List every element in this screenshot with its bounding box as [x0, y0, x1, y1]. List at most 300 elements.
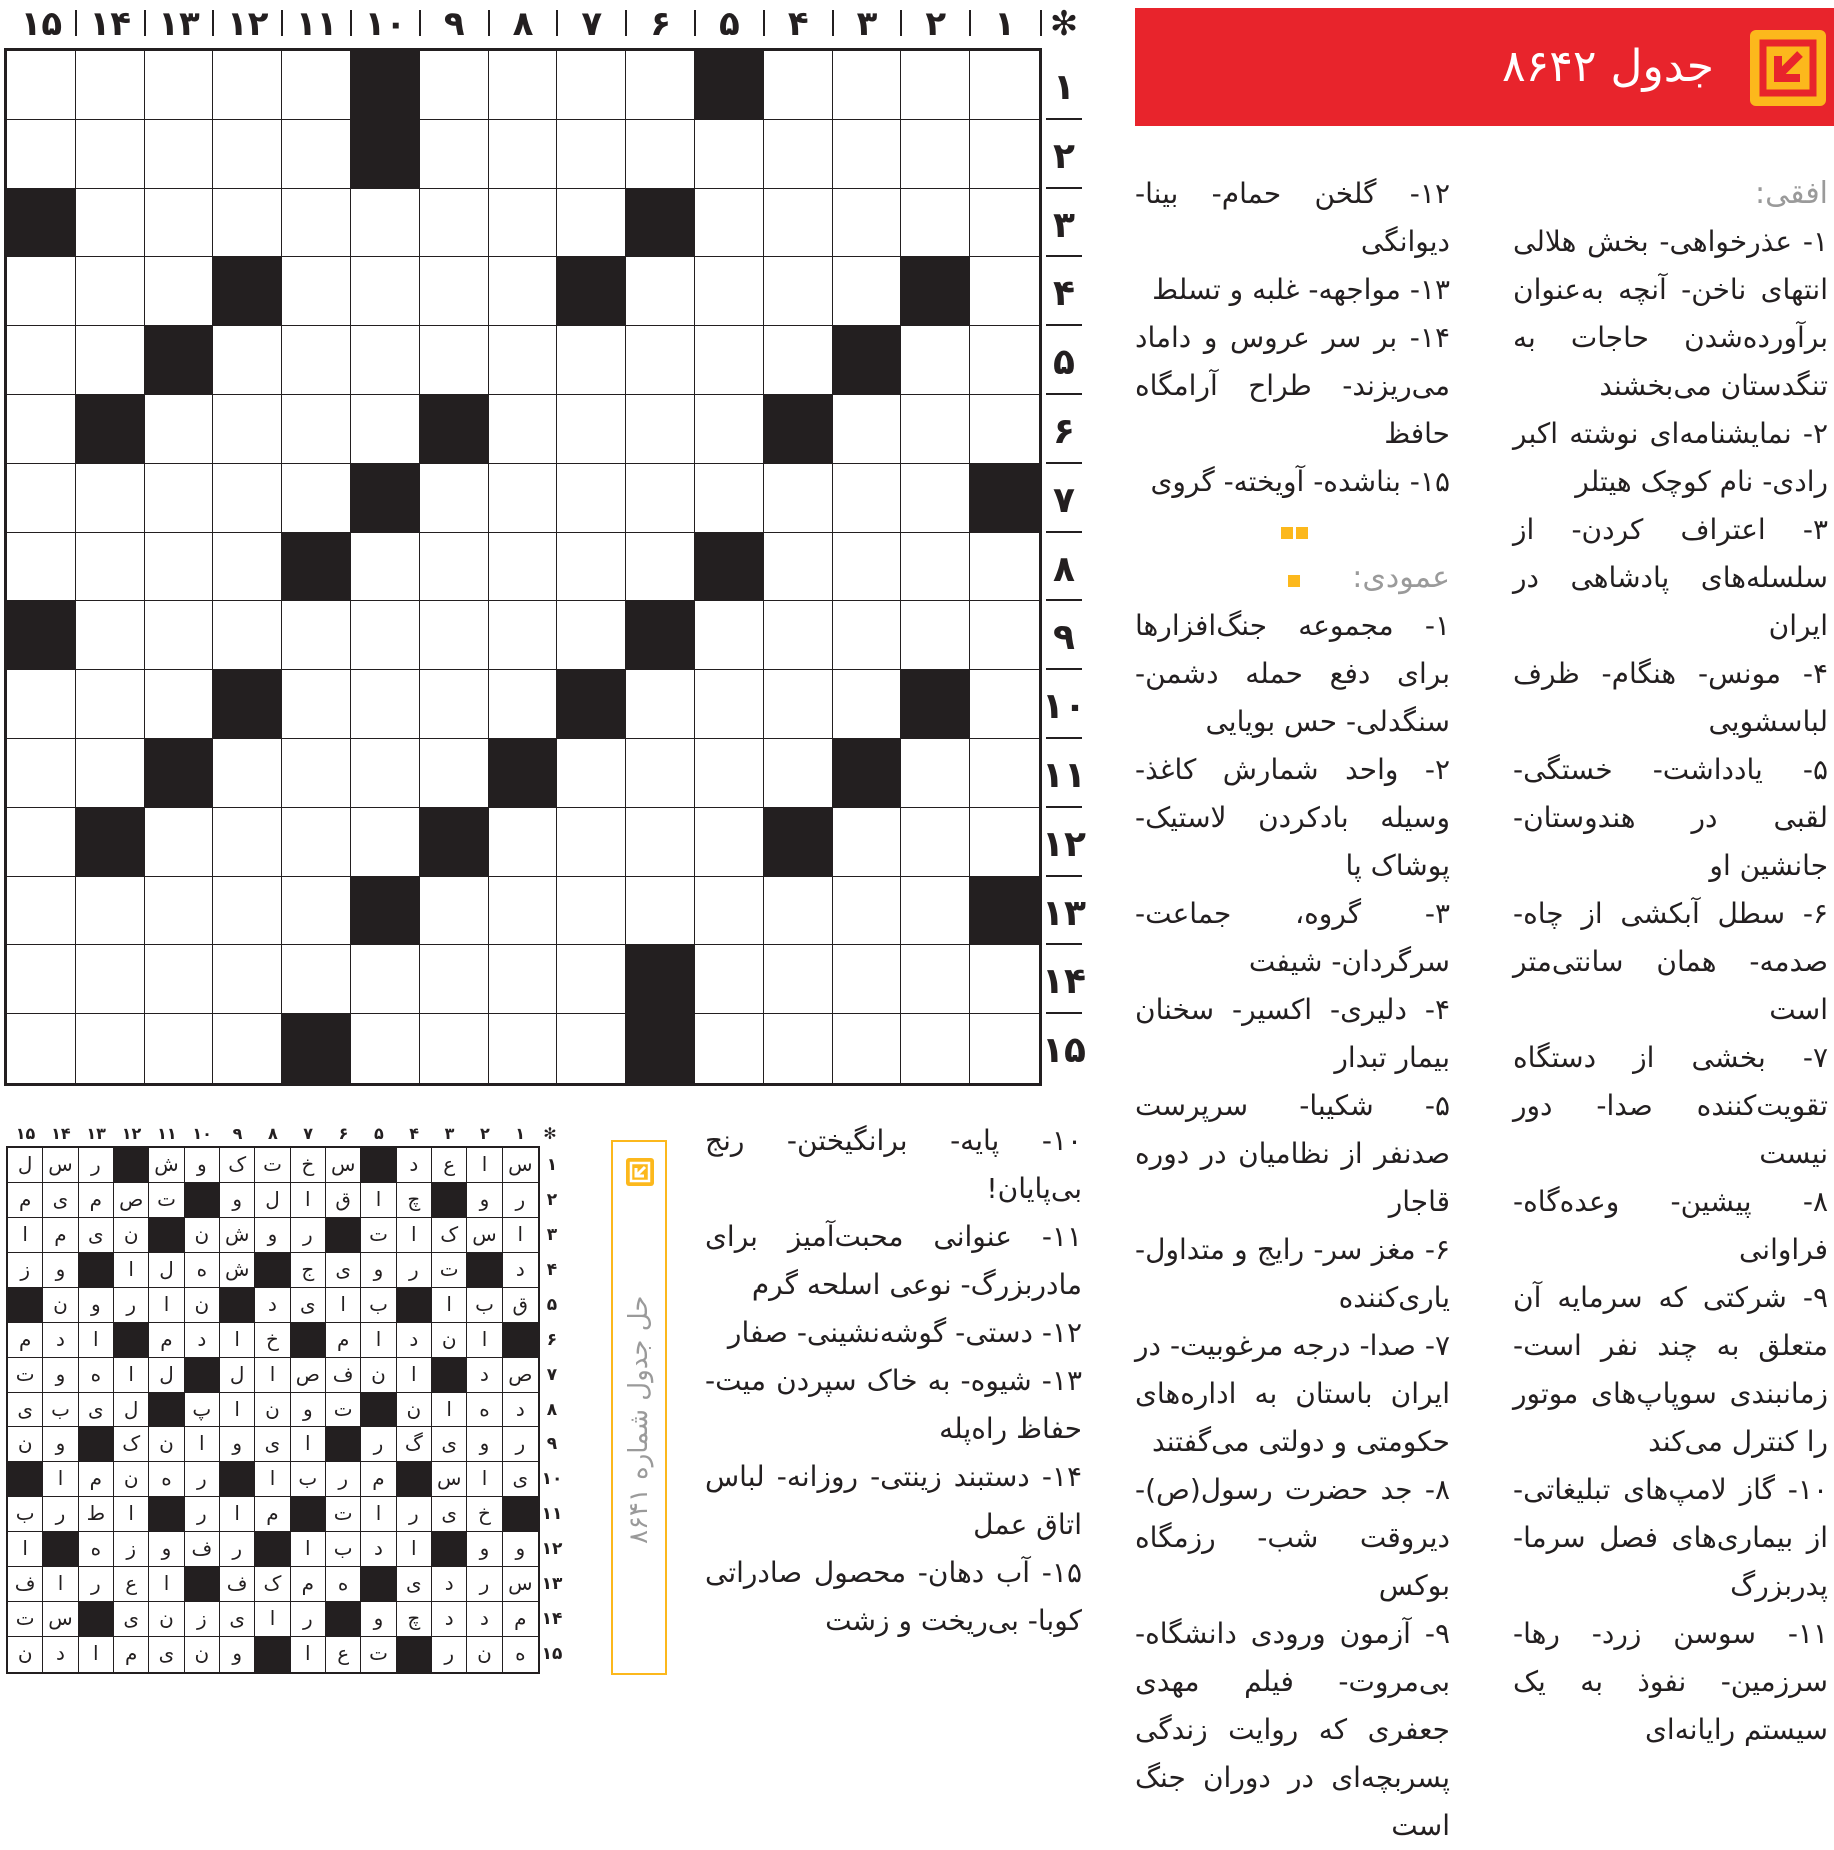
row-divider	[1046, 737, 1082, 739]
solution-cell: ب	[326, 1532, 361, 1567]
grid-cell	[213, 464, 282, 533]
solution-cell: و	[43, 1358, 78, 1393]
solution-column-number: ۲	[479, 1124, 490, 1143]
solution-cell: ن	[114, 1462, 149, 1497]
black-cell	[7, 189, 76, 258]
grid-cell	[901, 464, 970, 533]
solution-cell: ه	[326, 1567, 361, 1602]
solution-cell: ت	[8, 1358, 43, 1393]
grid-cell	[489, 601, 558, 670]
black-cell	[76, 395, 145, 464]
grid-cell	[833, 533, 902, 602]
grid-cell	[7, 533, 76, 602]
grid-cell	[7, 808, 76, 877]
solution-black-cell	[432, 1183, 467, 1218]
solution-column-number: ۳	[444, 1124, 455, 1143]
solution-cell: ا	[114, 1253, 149, 1288]
solution-column-number: ۷	[303, 1124, 314, 1143]
solution-cell: د	[432, 1602, 467, 1637]
solution-black-cell	[43, 1532, 78, 1567]
solution-cell: ا	[8, 1532, 43, 1567]
grid-cell	[420, 464, 489, 533]
solution-cell: ت	[8, 1602, 43, 1637]
solution-row-number: ۷	[546, 1364, 558, 1385]
solution-cell: ا	[467, 1462, 502, 1497]
solution-column-number: ۱۲	[121, 1124, 142, 1143]
grid-cell	[695, 877, 764, 946]
grid-cell	[970, 1014, 1039, 1083]
grid-cell	[695, 670, 764, 739]
dot	[1281, 527, 1293, 539]
black-cell	[557, 257, 626, 326]
clue: ۱۳- مواجهه- غلبه و تسلط	[1152, 273, 1450, 306]
clue: ۳- اعتراف کردن- از سلسله‌های پادشاهی در ایران	[1513, 513, 1828, 642]
clue-column-1	[1513, 170, 1828, 1754]
grid-cell	[695, 739, 764, 808]
solution-black-cell	[326, 1427, 361, 1462]
black-cell	[695, 533, 764, 602]
grid-cell	[282, 739, 351, 808]
solution-cell: ت	[361, 1637, 396, 1672]
grid-cell	[901, 601, 970, 670]
solution-cell: م	[43, 1218, 78, 1253]
solution-black-cell	[503, 1323, 538, 1358]
grid-cell	[489, 326, 558, 395]
solution-cell: س	[43, 1602, 78, 1637]
solution-cell: ت	[361, 1218, 396, 1253]
solution-row-number: ۱۳	[541, 1574, 563, 1595]
grid-cell	[626, 120, 695, 189]
solution-cell: ا	[220, 1323, 255, 1358]
solution-cell: ه	[515, 1641, 526, 1666]
clue: ۹- شرکتی که سرمایه آن متعلق به چند نفر است- زمانبندی سوپاپ‌های موتور را کنترل می‌کند	[1513, 1281, 1828, 1458]
solution-row-number: ۲	[546, 1189, 558, 1210]
solution-cell: ن	[149, 1602, 184, 1637]
grid-cell	[420, 1014, 489, 1083]
solution-cell: ف	[8, 1567, 43, 1602]
row-number: ۳	[1053, 204, 1075, 246]
solution-cell: م	[149, 1323, 184, 1358]
grid-cell	[489, 464, 558, 533]
black-cell	[420, 395, 489, 464]
solution-cell: ق	[326, 1183, 361, 1218]
solution-column-number: ۴	[409, 1124, 420, 1143]
solution-cell: ل	[149, 1358, 184, 1393]
grid-cell	[833, 257, 902, 326]
grid-cell	[489, 808, 558, 877]
grid-cell	[626, 808, 695, 877]
solution-row-number: ۱۵	[541, 1644, 563, 1665]
solution-cell: ر	[185, 1462, 220, 1497]
grid-cell	[557, 51, 626, 120]
clue: ۲- نمایشنامه‌ای نوشته اکبر رادی- نام کوچک هیتلر	[1513, 417, 1828, 498]
grid-cell	[901, 120, 970, 189]
grid-cell	[489, 120, 558, 189]
solution-cell: و	[43, 1427, 78, 1462]
solution-column-number: ۱	[515, 1124, 526, 1143]
black-cell	[351, 877, 420, 946]
solution-cell: ا	[432, 1288, 467, 1323]
grid-cell	[489, 945, 558, 1014]
solution-cell: م	[8, 1323, 43, 1358]
black-cell	[351, 51, 420, 120]
grid-cell	[764, 601, 833, 670]
grid-cell	[489, 395, 558, 464]
solution-black-cell	[361, 1567, 396, 1602]
column-number: ۶	[650, 4, 671, 44]
grid-cell	[833, 808, 902, 877]
solution-cell: ک	[432, 1218, 467, 1253]
grid-cell	[76, 257, 145, 326]
solution-column-number: ۱۱	[157, 1124, 177, 1143]
solution-cell: د	[43, 1323, 78, 1358]
solution-cell: ن	[149, 1427, 184, 1462]
solution-cell: ن	[185, 1218, 220, 1253]
arrow-down-left-icon	[626, 1158, 654, 1186]
solution-cell: ن	[467, 1637, 502, 1672]
grid-cell	[695, 257, 764, 326]
solution-cell: د	[255, 1288, 290, 1323]
grid-cell	[901, 189, 970, 258]
row-number: ۱۰	[1042, 686, 1086, 728]
grid-cell	[145, 877, 214, 946]
solution-cell: ا	[43, 1462, 78, 1497]
grid-cell	[833, 670, 902, 739]
grid-cell	[282, 326, 351, 395]
solution-cell: ز	[8, 1253, 43, 1288]
solution-column-number: ۹	[232, 1124, 243, 1143]
grid-cell	[695, 120, 764, 189]
solution-black-cell	[467, 1253, 502, 1288]
solution-cell: ر	[291, 1602, 326, 1637]
black-cell	[833, 739, 902, 808]
solution-cell: و	[361, 1253, 396, 1288]
solution-row-number: ۵	[546, 1294, 558, 1315]
row-divider	[1046, 1012, 1082, 1014]
grid-cell	[7, 257, 76, 326]
grid-cell	[970, 189, 1039, 258]
solution-cell: ی	[432, 1427, 467, 1462]
solution-cell: خ	[255, 1323, 290, 1358]
grid-cell	[833, 601, 902, 670]
solution-cell: م	[326, 1323, 361, 1358]
clue: ۱۴- بر سر عروس و داماد می‌ریزند- طراح آرامگاه حافظ	[1135, 321, 1450, 450]
grid-cell	[7, 464, 76, 533]
grid-cell	[489, 877, 558, 946]
solution-cell: ی	[149, 1637, 184, 1672]
solution-black-cell	[8, 1462, 43, 1497]
solution-cell: م	[114, 1637, 149, 1672]
grid-cell	[901, 395, 970, 464]
solution-cell: ا	[149, 1567, 184, 1602]
solution-cell: د	[432, 1567, 467, 1602]
solution-cell: ل	[8, 1148, 43, 1183]
grid-cell	[213, 601, 282, 670]
row-number: ۱۱	[1042, 755, 1086, 796]
row-number: ۴	[1053, 273, 1075, 315]
solution-row-number: ۸	[546, 1399, 558, 1420]
solution-black-cell	[255, 1532, 290, 1567]
grid-cell	[282, 670, 351, 739]
row-divider	[1046, 531, 1082, 533]
clue: ۱۴- دستبند زینتی- روزانه- لباس اتاق عمل	[705, 1460, 1082, 1541]
grid-cell	[420, 257, 489, 326]
solution-cell: س	[326, 1148, 361, 1183]
grid-cell	[764, 739, 833, 808]
grid-cell	[626, 670, 695, 739]
solution-cell: ا	[255, 1358, 290, 1393]
grid-cell	[420, 877, 489, 946]
grid-cell	[764, 877, 833, 946]
grid-cell	[282, 464, 351, 533]
grid-cell	[7, 670, 76, 739]
solution-cell: ا	[397, 1532, 432, 1567]
grid-cell	[557, 395, 626, 464]
grid-cell	[351, 601, 420, 670]
row-divider	[1046, 393, 1082, 395]
solution-cell: ف	[326, 1358, 361, 1393]
solution-cell: ا	[467, 1148, 502, 1183]
solution-black-cell	[149, 1393, 184, 1428]
solution-cell: ب	[361, 1288, 396, 1323]
black-cell	[145, 739, 214, 808]
solution-cell: و	[220, 1637, 255, 1672]
row-divider	[1046, 806, 1082, 808]
solution-cell: ا	[185, 1427, 220, 1462]
solution-black-cell	[255, 1253, 290, 1288]
solution-cell: ز	[114, 1532, 149, 1567]
solution-column-number: ۱۵	[15, 1124, 36, 1143]
solution-cell: م	[361, 1462, 396, 1497]
solution-label: حل جدول شماره ۸۶۴۱	[624, 1295, 654, 1545]
solution-cell: ن	[185, 1288, 220, 1323]
solution-black-cell	[220, 1288, 255, 1323]
solution-black-cell	[432, 1532, 467, 1567]
column-number: ۹	[443, 4, 465, 44]
row-divider	[1046, 599, 1082, 601]
solution-cell: ا	[291, 1532, 326, 1567]
solution-cell: ر	[397, 1497, 432, 1532]
solution-cell: ا	[361, 1323, 396, 1358]
row-number: ۱۴	[1042, 961, 1086, 1003]
column-number: ۸	[512, 4, 534, 44]
solution-row-number: ۹	[546, 1434, 558, 1455]
grid-cell	[626, 326, 695, 395]
solution-black-cell	[220, 1462, 255, 1497]
grid-cell	[145, 601, 214, 670]
grid-cell	[420, 670, 489, 739]
grid-cell	[282, 945, 351, 1014]
solution-cell: ک	[114, 1427, 149, 1462]
solution-cell: ر	[467, 1567, 502, 1602]
clue: ۵- یادداشت- خستگی- لقبی در هندوستان- جانشین او	[1513, 753, 1828, 882]
solution-cell: و	[361, 1602, 396, 1637]
grid-cell	[489, 257, 558, 326]
grid-cell	[351, 533, 420, 602]
grid-cell	[76, 120, 145, 189]
solution-cell: ا	[503, 1218, 538, 1253]
solution-cell: ا	[255, 1462, 290, 1497]
grid-cell	[7, 120, 76, 189]
solution-cell: ج	[291, 1253, 326, 1288]
grid-cell	[833, 1014, 902, 1083]
solution-cell: ی	[255, 1427, 290, 1462]
grid-cell	[213, 877, 282, 946]
grid-cell	[901, 51, 970, 120]
solution-black-cell	[114, 1148, 149, 1183]
grid-cell	[764, 326, 833, 395]
clue: ۵- شکیبا- سرپرست صدنفر از نظامیان در دوره قاجار	[1135, 1089, 1450, 1218]
solution-cell: ا	[114, 1358, 149, 1393]
solution-cell: ل	[220, 1358, 255, 1393]
grid-cell	[213, 945, 282, 1014]
solution-cell: ص	[114, 1183, 149, 1218]
column-number: ۱۴	[89, 4, 131, 44]
clue: ۱۵- بناشده- آویخته- گروی	[1150, 465, 1450, 498]
solution-black-cell	[397, 1637, 432, 1672]
black-cell	[282, 533, 351, 602]
solution-cell: ر	[114, 1288, 149, 1323]
grid-cell	[351, 326, 420, 395]
black-cell	[833, 326, 902, 395]
grid-cell	[282, 877, 351, 946]
grid-cell	[351, 257, 420, 326]
grid-cell	[901, 945, 970, 1014]
grid-cell	[7, 1014, 76, 1083]
solution-cell: ه	[79, 1532, 114, 1567]
grid-cell	[695, 601, 764, 670]
grid-cell	[695, 464, 764, 533]
grid-cell	[901, 739, 970, 808]
black-cell	[557, 670, 626, 739]
solution-black-cell	[255, 1637, 290, 1672]
column-number: ۴	[787, 4, 809, 44]
grid-cell	[970, 945, 1039, 1014]
solution-cell: ا	[255, 1602, 290, 1637]
grid-cell	[557, 464, 626, 533]
column-number: ۱۳	[158, 4, 200, 44]
grid-cell	[833, 945, 902, 1014]
grid-cell	[282, 120, 351, 189]
solution-cell: ا	[326, 1288, 361, 1323]
grid-cell	[764, 257, 833, 326]
black-cell	[901, 257, 970, 326]
grid-cell	[76, 1014, 145, 1083]
solution-cell: ا	[291, 1427, 326, 1462]
black-cell	[420, 808, 489, 877]
clue: ۶- سطل آبکشی از چاه- صدمه- همان سانتی‌متر است	[1513, 897, 1828, 1026]
grid-cell	[213, 189, 282, 258]
solution-cell: ه	[467, 1393, 502, 1428]
row-number: ۸	[1053, 548, 1075, 590]
grid-cell	[213, 533, 282, 602]
solution-cell: ی	[291, 1288, 326, 1323]
black-cell	[626, 945, 695, 1014]
solution-cell: ا	[291, 1637, 326, 1672]
clue: ۴- مونس- هنگام- ظرف لباسشویی	[1513, 657, 1828, 738]
grid-cell	[764, 51, 833, 120]
solution-cell: ر	[291, 1218, 326, 1253]
solution-cell: ی	[397, 1567, 432, 1602]
black-cell	[489, 739, 558, 808]
grid-cell	[901, 877, 970, 946]
grid-cell	[695, 1014, 764, 1083]
grid-cell	[901, 533, 970, 602]
solution-black-cell	[185, 1567, 220, 1602]
grid-cell	[901, 1014, 970, 1083]
grid-cell	[76, 877, 145, 946]
grid-cell	[557, 945, 626, 1014]
solution-cell: ع	[432, 1148, 467, 1183]
black-cell	[351, 120, 420, 189]
solution-black-cell	[326, 1218, 361, 1253]
black-cell	[7, 601, 76, 670]
solution-cell: ی	[43, 1183, 78, 1218]
solution-black-cell	[149, 1497, 184, 1532]
column-divider	[1040, 10, 1042, 36]
solution-row-number: ۱۲	[541, 1539, 563, 1560]
column-number: ۱۰	[364, 4, 407, 44]
solution-black-cell	[185, 1358, 220, 1393]
grid-cell	[282, 51, 351, 120]
clue: ۱۲- دستی- گوشه‌نشینی- صفار	[727, 1316, 1082, 1349]
grid-cell	[145, 120, 214, 189]
solution-cell: د	[185, 1323, 220, 1358]
solution-black-cell	[361, 1393, 396, 1428]
row-number: ۷	[1053, 479, 1075, 521]
grid-cell	[76, 533, 145, 602]
black-cell	[282, 1014, 351, 1083]
grid-cell	[76, 464, 145, 533]
solution-cell: ر	[185, 1497, 220, 1532]
grid-cell	[764, 1014, 833, 1083]
solution-cell: ی	[8, 1393, 43, 1428]
solution-cell: ا	[79, 1637, 114, 1672]
solution-cell: ب	[467, 1288, 502, 1323]
row-divider	[1046, 255, 1082, 257]
grid-cell	[351, 1014, 420, 1083]
solution-cell: ا	[397, 1218, 432, 1253]
row-divider	[1046, 875, 1082, 877]
solution-cell: ا	[220, 1393, 255, 1428]
grid-cell	[213, 808, 282, 877]
solution-cell: ب	[43, 1393, 78, 1428]
solution-cell: و	[467, 1427, 502, 1462]
grid-cell	[626, 877, 695, 946]
solution-cell: ن	[361, 1358, 396, 1393]
grid-cell	[695, 395, 764, 464]
solution-cell: ه	[185, 1253, 220, 1288]
black-cell	[76, 808, 145, 877]
grid-cell	[351, 670, 420, 739]
grid-cell	[420, 601, 489, 670]
solution-cell: و	[185, 1148, 220, 1183]
grid-cell	[420, 120, 489, 189]
solution-cell: ر	[326, 1462, 361, 1497]
dot	[1288, 575, 1300, 587]
grid-cell	[557, 877, 626, 946]
solution-cell: ک	[255, 1567, 290, 1602]
solution-cell: د	[467, 1358, 502, 1393]
grid-cell	[76, 601, 145, 670]
grid-cell	[351, 189, 420, 258]
solution-cell: ت	[432, 1253, 467, 1288]
black-cell	[626, 601, 695, 670]
solution-cell: ع	[114, 1567, 149, 1602]
solution-cell: م	[79, 1462, 114, 1497]
solution-cell: ا	[114, 1497, 149, 1532]
grid-cell	[282, 601, 351, 670]
